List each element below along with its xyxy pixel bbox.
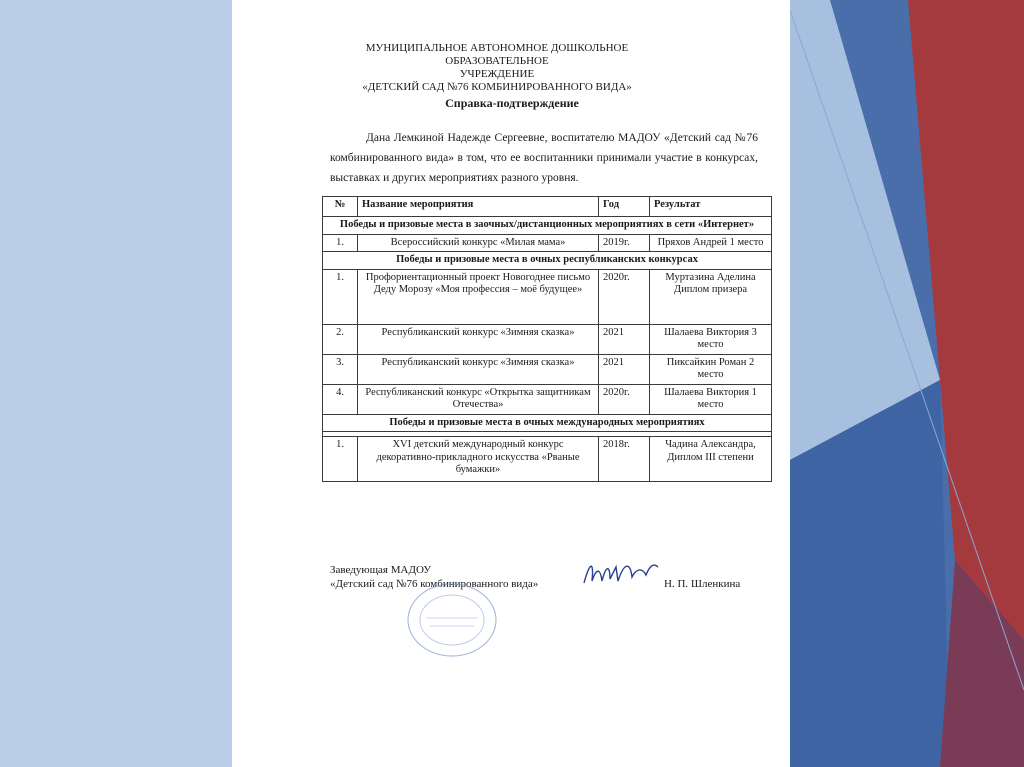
row-name: XVI детский международный конкурс декоративно-прикладного искусства «Рваные бумажки» [358,437,599,482]
document-body: Дана Лемкиной Надежде Сергеевне, воспитателю МАДОУ «Детский сад №76 комбинированного вида» в том, что ее воспитанники принимали участие в конкурсах, выставках и других мероприятиях разного уровня. [330,132,758,184]
section-title: Победы и призовые места в очных республиканских конкурсах [323,252,772,270]
row-name: Всероссийский конкурс «Милая мама» [358,234,599,252]
signature-block [330,563,770,591]
table-header-row [323,197,772,217]
table-row [323,269,772,324]
row-name: Республиканский конкурс «Открытка защитникам Отечества» [358,384,599,414]
header-line-2: УЧРЕЖДЕНИЕ [459,68,535,80]
table-row [323,437,772,482]
scanned-document [232,0,790,767]
row-num: 1. [323,437,358,482]
row-num: 2. [323,324,358,354]
stamp-inner-ring [420,595,484,645]
signatory-title: Заведующая МАДОУ [330,564,432,576]
table-row [323,234,772,252]
signatory-org: «Детский сад №76 комбинированного вида» [330,578,539,590]
row-year: 2020г. [599,269,650,324]
section-title: Победы и призовые места в очных международных мероприятиях [323,414,772,432]
section-row [323,414,772,432]
document-header [352,42,642,94]
section-row [323,217,772,235]
row-result: Муртазина Аделина Диплом призера [650,269,772,324]
header-line-1: МУНИЦИПАЛЬНОЕ АВТОНОМНОЕ ДОШКОЛЬНОЕ ОБРАЗОВАТЕЛЬНОЕ [365,42,629,67]
decorative-shapes [790,0,1024,767]
header-name: Название мероприятия [358,197,599,217]
stamp-text-lines [426,618,478,626]
row-year: 2021 [599,354,650,384]
table-row [323,354,772,384]
row-name: Республиканский конкурс «Зимняя сказка» [358,354,599,384]
table-row [323,384,772,414]
row-result: Шалаева Виктория 1 место [650,384,772,414]
row-result: Пиксайкин Роман 2 место [650,354,772,384]
document-title: Справка-подтверждение [445,96,579,110]
row-result: Шалаева Виктория 3 место [650,324,772,354]
header-result: Результат [650,197,772,217]
signature-stroke [584,565,658,583]
row-year: 2019г. [599,234,650,252]
section-title: Победы и призовые места в заочных/дистанционных мероприятиях в сети «Интернет» [323,217,772,235]
row-year: 2021 [599,324,650,354]
section-row [323,252,772,270]
row-num: 1. [323,269,358,324]
signatory-name: Н. П. Шленкина [664,578,741,590]
stamp-seal [404,578,500,658]
header-line-3: «ДЕТСКИЙ САД №76 КОМБИНИРОВАННОГО ВИДА» [362,81,632,93]
row-num: 3. [323,354,358,384]
header-num: № [323,197,358,217]
row-name: Профориентационный проект Новогоднее письмо Деду Морозу «Моя профессия – моё будущее» [358,269,599,324]
row-name: Республиканский конкурс «Зимняя сказка» [358,324,599,354]
row-num: 4. [323,384,358,414]
header-year: Год [599,197,650,217]
events-table [322,196,772,482]
row-result: Чадина Александра, Диплом III степени [650,437,772,482]
row-year: 2018г. [599,437,650,482]
handwritten-signature [580,555,660,591]
slide-decoration [790,0,1024,767]
table-row [323,324,772,354]
row-num: 1. [323,234,358,252]
row-result: Пряхов Андрей 1 место [650,234,772,252]
row-year: 2020г. [599,384,650,414]
slide-left-panel [0,0,232,767]
